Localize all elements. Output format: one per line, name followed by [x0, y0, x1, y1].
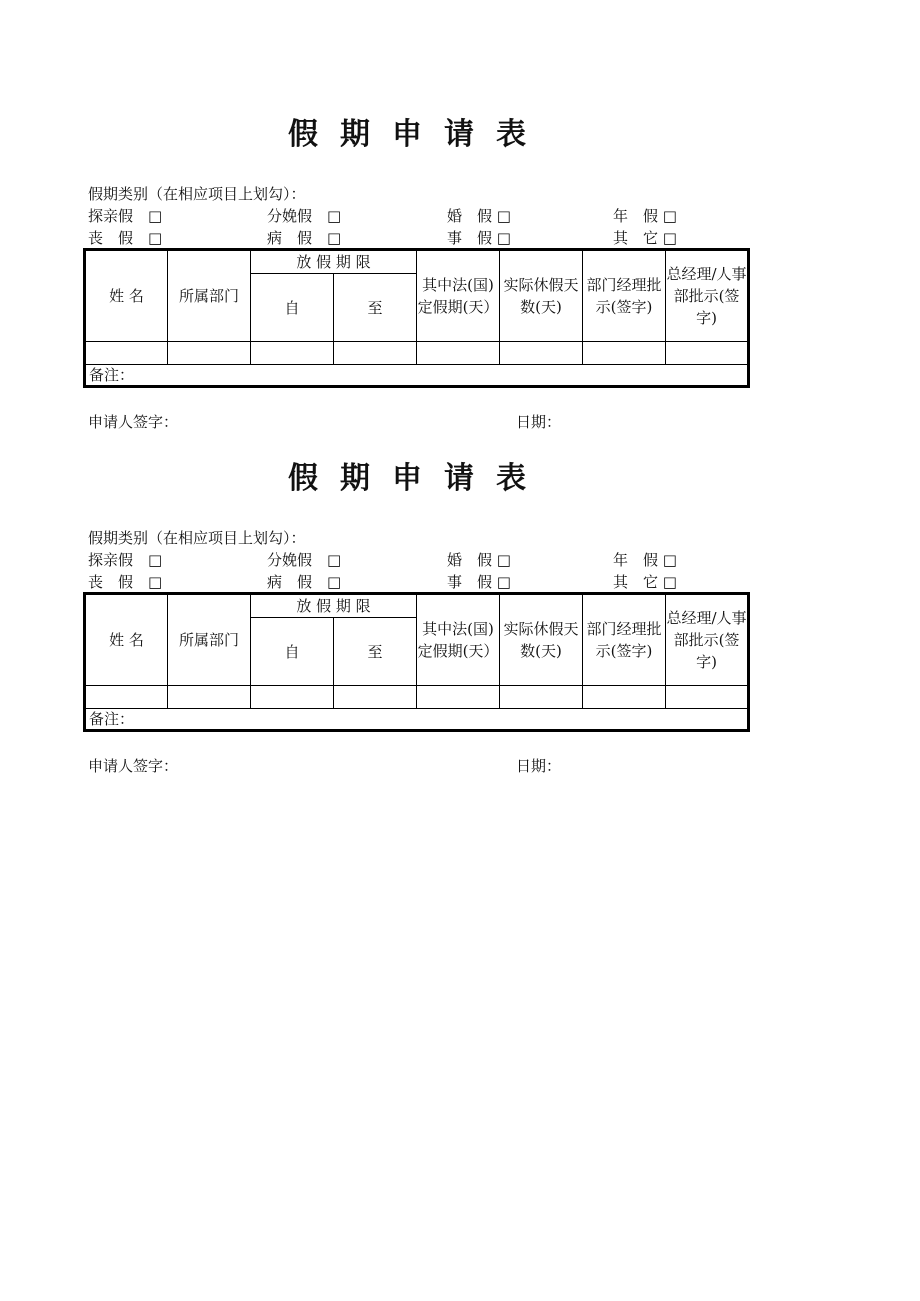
cell-dept-manager[interactable]: [583, 342, 666, 365]
applicant-signature-label: 申请人签字：: [88, 757, 179, 775]
table-row: [85, 342, 749, 365]
option-funeral-leave[interactable]: 丧 假 □: [88, 573, 163, 591]
cell-gm-hr[interactable]: [666, 342, 749, 365]
cell-dept[interactable]: [168, 342, 251, 365]
cell-dept-manager[interactable]: [583, 686, 666, 709]
option-personal-leave[interactable]: 事 假 □: [447, 573, 511, 591]
form-title: 假期申请表: [288, 461, 548, 496]
option-sick-leave[interactable]: 病 假 □: [267, 573, 342, 591]
header-to: 至: [334, 274, 417, 342]
header-to: 至: [334, 618, 417, 686]
header-name: 姓 名: [85, 594, 168, 686]
leave-table: [83, 248, 750, 388]
leave-table: [83, 592, 750, 732]
header-gm-hr: 总经理/人事部批示(签字): [666, 594, 749, 686]
category-label: 假期类别（在相应项目上划勾）：: [88, 185, 306, 203]
option-home-leave[interactable]: 探亲假 □: [88, 207, 163, 225]
note-field[interactable]: 备注：: [85, 365, 749, 387]
header-legal-days: 其中法(国)定假期(天）: [417, 594, 500, 686]
header-actual-days: 实际休假天数(天): [500, 594, 583, 686]
header-name: 姓 名: [85, 250, 168, 342]
cell-from[interactable]: [251, 342, 334, 365]
header-actual-days: 实际休假天数(天): [500, 250, 583, 342]
cell-to[interactable]: [334, 686, 417, 709]
cell-name[interactable]: [85, 342, 168, 365]
cell-legal-days[interactable]: [417, 342, 500, 365]
option-maternity-leave[interactable]: 分娩假 □: [267, 551, 342, 569]
cell-gm-hr[interactable]: [666, 686, 749, 709]
header-legal-days: 其中法(国)定假期(天）: [417, 250, 500, 342]
option-home-leave[interactable]: 探亲假 □: [88, 551, 163, 569]
option-personal-leave[interactable]: 事 假 □: [447, 229, 511, 247]
table-row: [85, 686, 749, 709]
header-dept-manager: 部门经理批示(签字): [583, 594, 666, 686]
form-title: 假期申请表: [288, 117, 548, 152]
date-label: 日期：: [516, 757, 562, 775]
option-funeral-leave[interactable]: 丧 假 □: [88, 229, 163, 247]
header-from: 自: [251, 274, 334, 342]
cell-to[interactable]: [334, 342, 417, 365]
note-field[interactable]: 备注：: [85, 709, 749, 731]
header-dept: 所属部门: [168, 250, 251, 342]
header-dept: 所属部门: [168, 594, 251, 686]
cell-legal-days[interactable]: [417, 686, 500, 709]
header-dept-manager: 部门经理批示(签字): [583, 250, 666, 342]
option-annual-leave[interactable]: 年 假 □: [613, 551, 677, 569]
option-marriage-leave[interactable]: 婚 假 □: [447, 207, 511, 225]
header-gm-hr: 总经理/人事部批示(签字): [666, 250, 749, 342]
header-from: 自: [251, 618, 334, 686]
date-label: 日期：: [516, 413, 562, 431]
option-annual-leave[interactable]: 年 假 □: [613, 207, 677, 225]
cell-actual-days[interactable]: [500, 342, 583, 365]
option-other-leave[interactable]: 其 它 □: [613, 573, 677, 591]
applicant-signature-label: 申请人签字：: [88, 413, 179, 431]
cell-dept[interactable]: [168, 686, 251, 709]
cell-actual-days[interactable]: [500, 686, 583, 709]
option-marriage-leave[interactable]: 婚 假 □: [447, 551, 511, 569]
header-period: 放 假 期 限: [251, 250, 417, 274]
option-sick-leave[interactable]: 病 假 □: [267, 229, 342, 247]
category-label: 假期类别（在相应项目上划勾）：: [88, 529, 306, 547]
header-period: 放 假 期 限: [251, 594, 417, 618]
cell-from[interactable]: [251, 686, 334, 709]
option-other-leave[interactable]: 其 它 □: [613, 229, 677, 247]
option-maternity-leave[interactable]: 分娩假 □: [267, 207, 342, 225]
cell-name[interactable]: [85, 686, 168, 709]
